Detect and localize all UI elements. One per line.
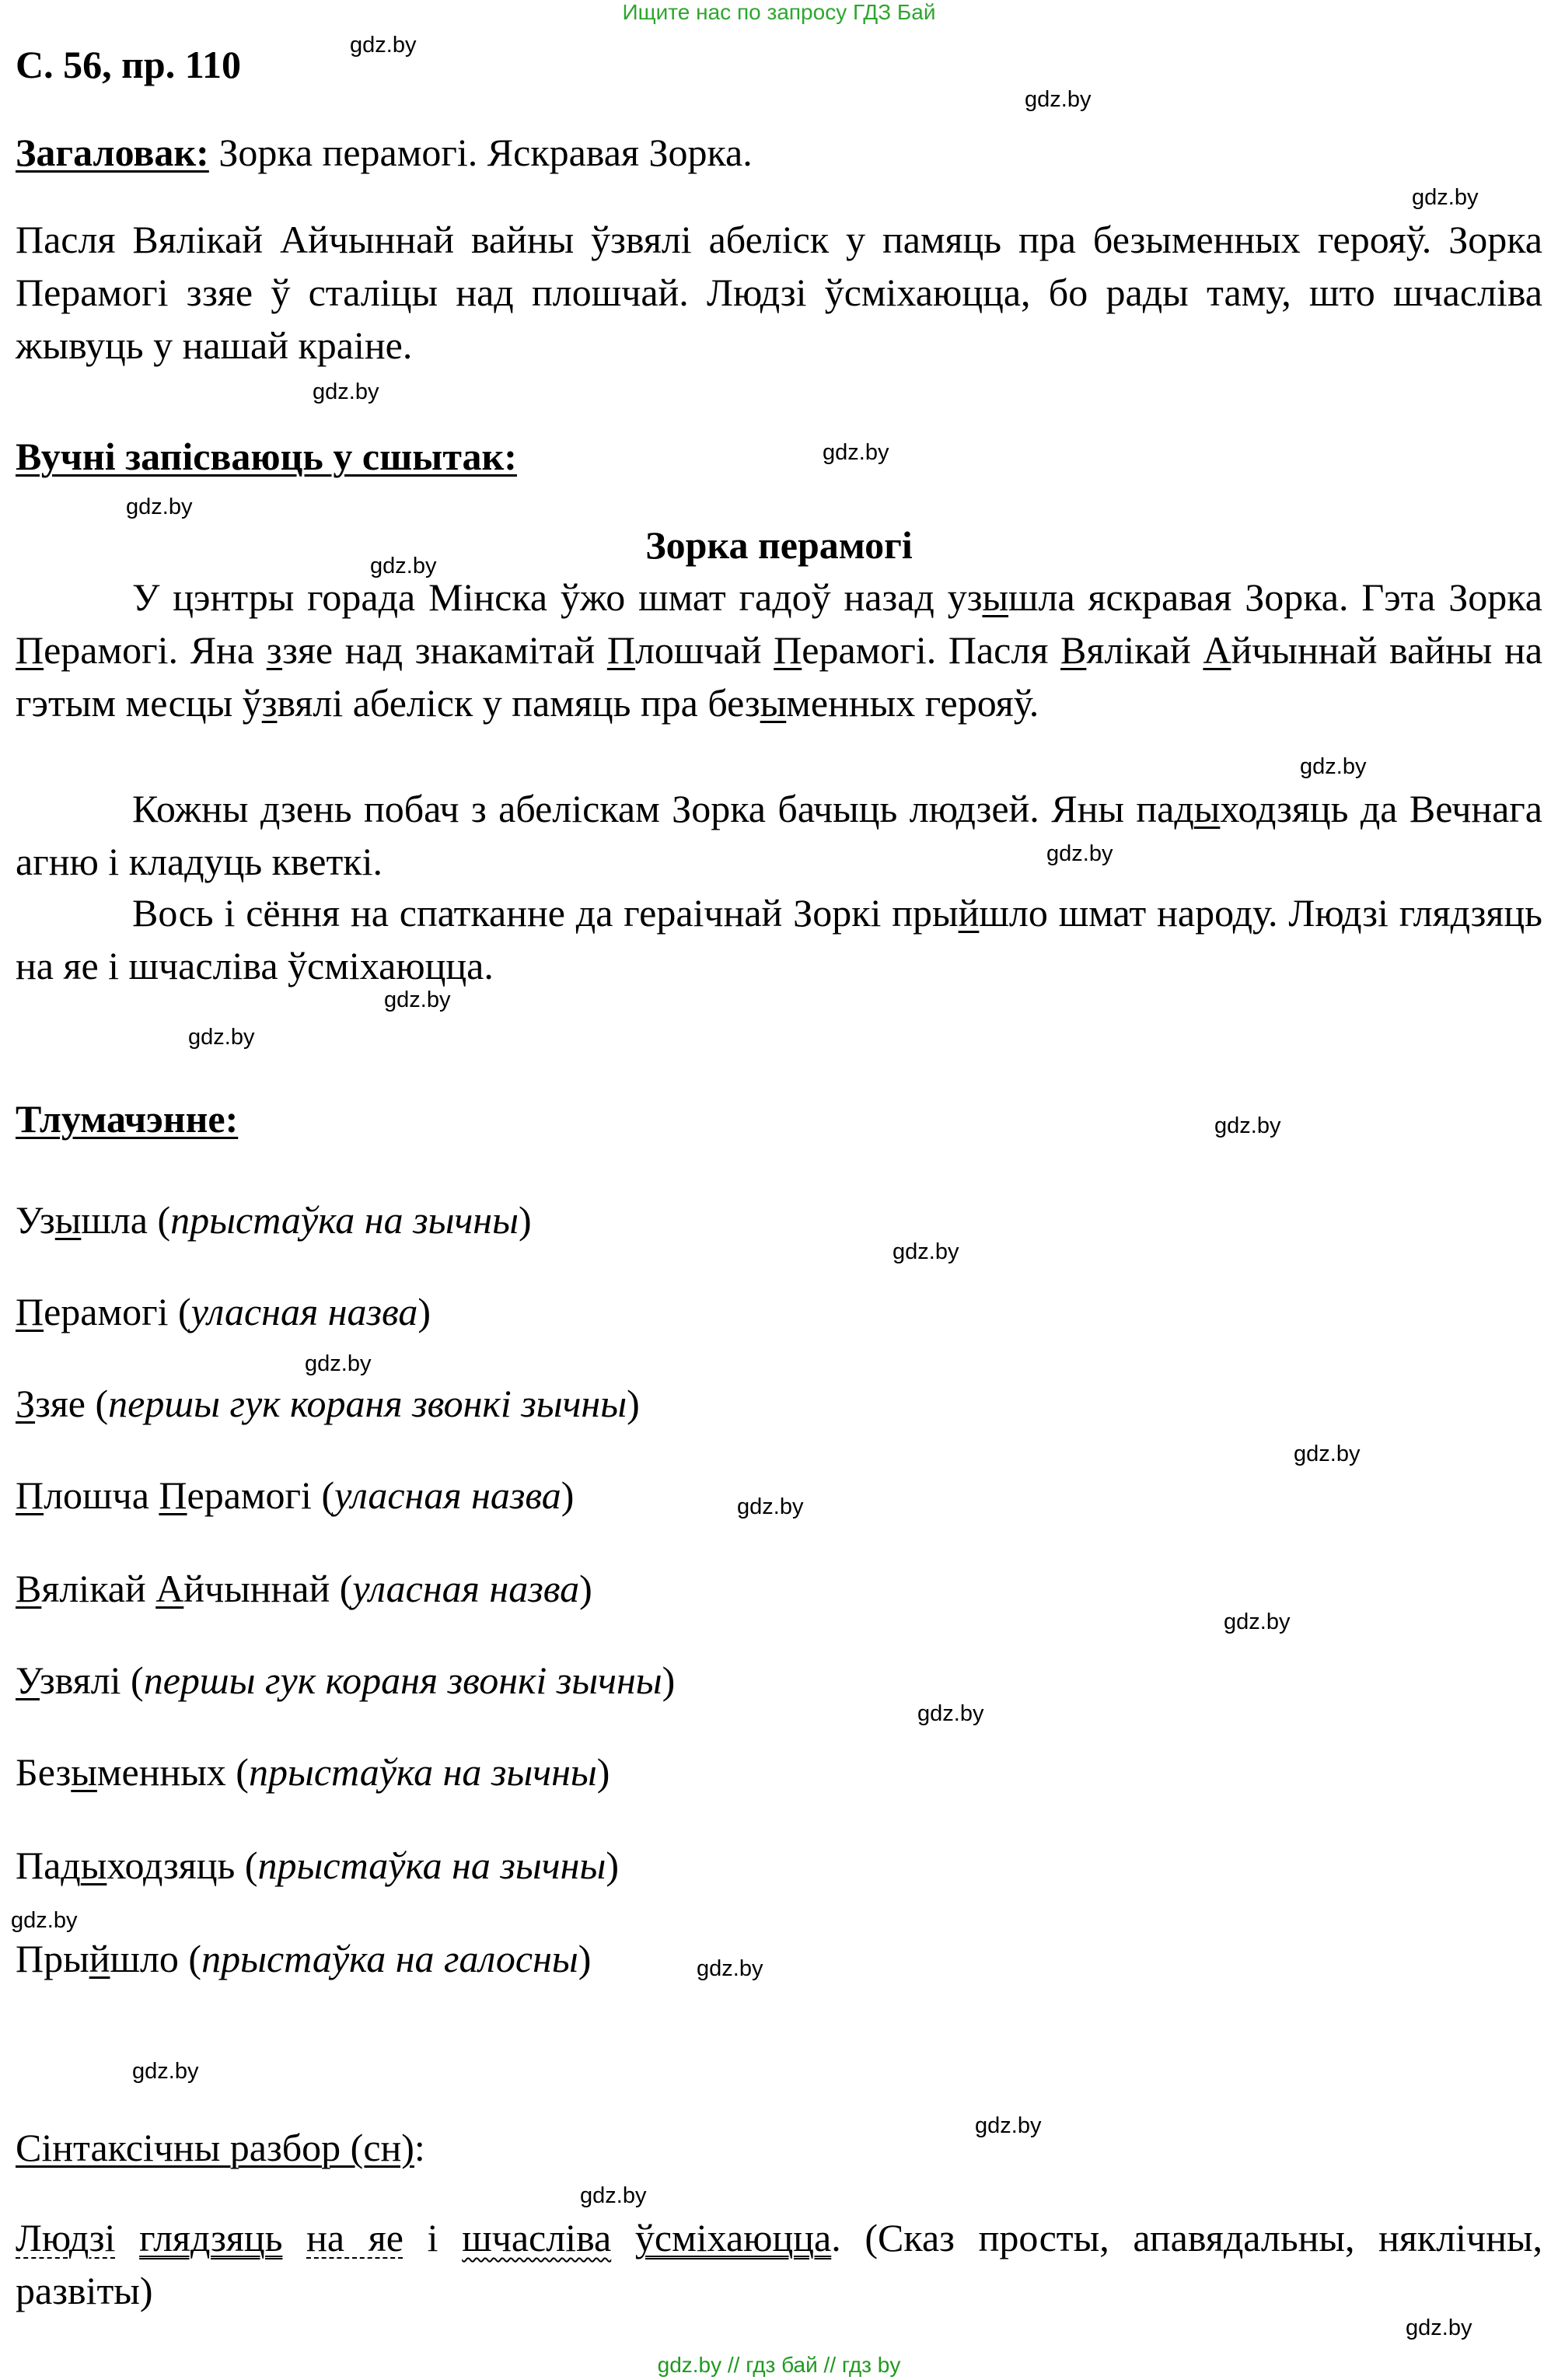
title-text: Зорка перамогі. Яскравая Зорка. [208,131,753,174]
explanation-item: Узышла (прыстаўка на зычны) [16,1198,532,1242]
watermark: gdz.by [1214,1113,1281,1138]
explanation-item: Падыходзяць (прыстаўка на зычны) [16,1844,619,1887]
watermark: gdz.by [917,1701,984,1726]
watermark: gdz.by [893,1239,959,1264]
explanation-item: Перамогі (уласная назва) [16,1290,431,1333]
notebook-paragraph-3: Вось і сёння на спатканне да гераічнай Зоркі прыйшло шмат народу. Людзі глядзяць на яе і шчасліва ўсміхаюцца. [16,891,1542,987]
notebook-paragraph-2: Кожны дзень побач з абеліскам Зорка бачыць людзей. Яны падыходзяць да Вечнага агню і кладуць кветкі. [16,787,1542,883]
syntax-subject: Людзі [16,2216,116,2259]
watermark: gdz.by [975,2113,1042,2138]
watermark: gdz.by [823,440,889,465]
watermark: gdz.by [1224,1609,1291,1634]
notebook-paragraph-1: У цэнтры горада Мінска ўжо шмат гадоў назад узышла яскравая Зорка. Гэта Зорка Перамогі. Яна ззяе над знакамітай Плошчай Перамогі. Пасля Вялікай Айчыннай вайны на гэтым месцы ўзвялі абеліск у памяць пра безыменных герояў. [16,575,1543,725]
title-line [16,121,753,183]
page-header: С. 56, пр. 110 [16,43,241,86]
watermark: gdz.by [126,495,193,519]
watermark: gdz.by [305,1351,372,1376]
watermark: gdz.by [1294,1442,1361,1466]
watermark: gdz.by [350,33,417,58]
explanation-item: Узвялі (першы гук кораня звонкі зычны) [16,1658,676,1702]
watermark: gdz.by [11,1908,78,1933]
watermark: gdz.by [370,554,437,578]
watermark: gdz.by [132,2059,199,2084]
watermark: gdz.by [737,1494,804,1519]
explanation-item: Плошча Перамогі (уласная назва) [16,1473,575,1517]
syntax-predicate-1: глядзяць [139,2216,283,2259]
notebook-label: Вучні запісваюць у сшытак: [16,435,517,478]
watermark: gdz.by [697,1956,763,1981]
syntax-adverbial: шчасліва [462,2216,612,2259]
explanation-item: Ззяе (першы гук кораня звонкі зычны) [16,1382,640,1425]
watermark: gdz.by [188,1025,255,1050]
explanation-item: Прыйшло (прыстаўка на галосны) [16,1937,592,1980]
watermark: gdz.by [580,2183,647,2208]
footer-links: gdz.by // гдз бай // гдз by [657,2353,901,2377]
explanation-item: Безыменных (прыстаўка на зычны) [16,1750,610,1794]
watermark: gdz.by [1046,841,1113,866]
watermark: gdz.by [384,987,451,1012]
syntax-object: на яе [306,2216,403,2259]
watermark: gdz.by [1406,2315,1472,2340]
top-banner: Ищите нас по запросу ГДЗ Бай [622,0,936,24]
explanation-item: Вялікай Айчыннай (уласная назва) [16,1567,592,1610]
watermark: gdz.by [1300,754,1367,779]
intro-paragraph: Пасля Вялікай Айчыннай вайны ўзвялі абеліск у памяць пра безыменных герояў. Зорка Перамогі ззяе ў сталіцы над плошчай. Людзі ўсміхаюцца, бо рады таму, што шчасліва жывуць у нашай краіне. [16,218,1542,367]
syntax-sentence: Людзі глядзяць на яе і шчасліва ўсміхаюцца. (Сказ просты, апавядальны, няклічны, развіты) [16,2216,1543,2312]
syntax-label: Сінтаксічны разбор (сн) [16,2126,414,2169]
watermark: gdz.by [313,379,379,404]
explanation-label: Тлумачэнне: [16,1097,239,1141]
syntax-predicate-2: ўсміхаюцца [634,2216,832,2259]
notebook-title: Зорка перамогі [645,523,913,567]
syntax-label-line: Сінтаксічны разбор (сн): [16,2126,425,2169]
watermark: gdz.by [1025,87,1092,112]
watermark: gdz.by [1412,185,1479,210]
title-label: Загаловак: [16,131,209,174]
